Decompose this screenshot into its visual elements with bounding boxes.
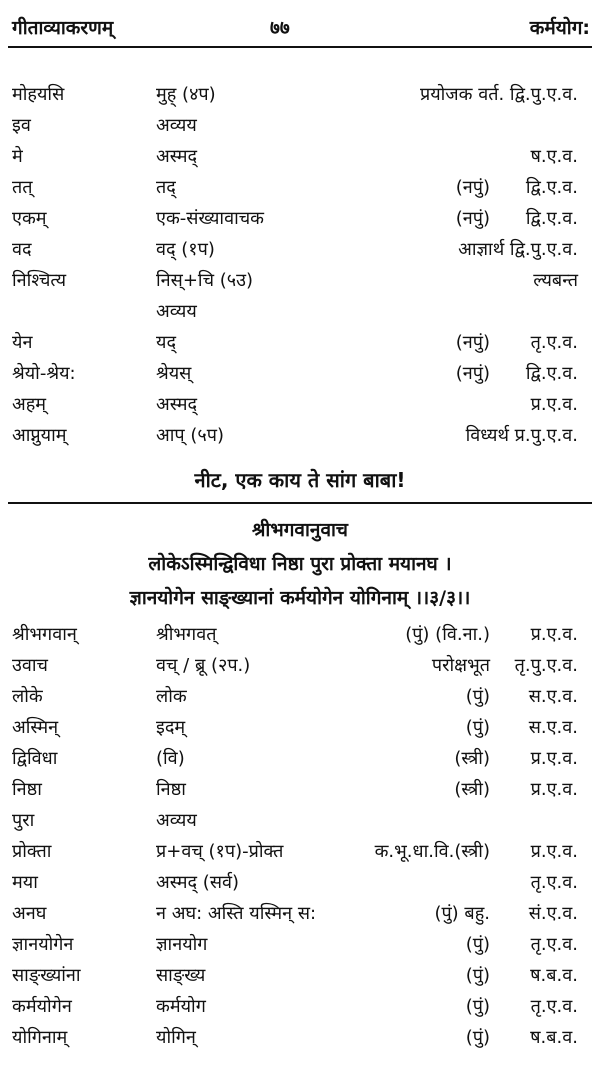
table-row	[0, 680, 600, 711]
page-header	[0, 0, 600, 46]
form-cell: विध्यर्थ प्र.पु.ए.व.	[465, 425, 578, 446]
table-row	[0, 264, 600, 295]
root-cell: निष्ठा	[156, 779, 186, 800]
word-cell: तत्	[12, 177, 33, 198]
form-cell: स.ए.व.	[528, 717, 578, 738]
word-cell: अस्मिन्	[12, 717, 59, 738]
page-number: ७७	[270, 17, 290, 39]
table-row	[0, 835, 600, 866]
table-row	[0, 202, 600, 233]
verse-line-2: ज्ञानयोगेन साङ्ख्यानां कर्मयोगेन योगिनाम् ।।३/३।।	[129, 587, 471, 609]
gender-cell: क.भू.धा.वि.(स्त्री)	[374, 841, 490, 862]
grammar-table-1	[0, 78, 600, 450]
form-cell: द्वि.ए.व.	[525, 208, 578, 229]
root-cell: अव्यय	[156, 301, 197, 322]
table-row	[0, 171, 600, 202]
word-cell: मया	[12, 872, 38, 893]
form-cell: ष.ब.व.	[530, 965, 578, 986]
verse-line-1: लोकेऽस्मिन्द्विविधा निष्ठा पुरा प्रोक्ता मयानघ ।	[148, 553, 452, 575]
root-cell: श्रेयस्	[156, 363, 192, 384]
root-cell: अस्मद्	[156, 146, 198, 167]
word-cell: येन	[12, 332, 33, 353]
table-row	[0, 357, 600, 388]
form-cell: आज्ञार्थ द्वि.पु.ए.व.	[458, 239, 578, 260]
root-cell: श्रीभगवत्	[156, 624, 217, 645]
table-row	[0, 388, 600, 419]
word-cell: लोके	[12, 686, 43, 707]
form-cell: प्रयोजक वर्त. द्वि.पु.ए.व.	[419, 84, 578, 105]
verse-speaker: श्रीभगवानुवाच	[251, 519, 348, 541]
header-chapter-title: कर्मयोग:	[529, 17, 590, 39]
word-cell: साङ्ख्यांना	[12, 965, 81, 986]
root-cell: अव्यय	[156, 115, 197, 136]
root-cell: निस्+चि (५उ)	[156, 270, 253, 291]
root-cell: न अघ: अस्ति यस्मिन् स:	[156, 903, 317, 924]
form-cell: प्र.ए.व.	[530, 394, 578, 415]
table-row	[0, 897, 600, 928]
form-cell: तृ.ए.व.	[530, 872, 578, 893]
word-cell: श्रीभगवान्	[12, 624, 77, 645]
word-cell: योगिनाम्	[12, 1027, 68, 1048]
root-cell: ज्ञानयोग	[156, 934, 208, 955]
table-row	[0, 990, 600, 1021]
word-cell: मोहयसि	[12, 84, 65, 105]
table-row	[0, 140, 600, 171]
table-row	[0, 959, 600, 990]
gender-cell: (पुं)	[465, 686, 490, 707]
root-cell: कर्मयोग	[156, 996, 206, 1017]
form-cell: सं.ए.व.	[528, 903, 578, 924]
grammar-table-2	[0, 618, 600, 1052]
table-row	[0, 326, 600, 357]
gender-cell: (पुं)	[465, 996, 490, 1017]
word-cell: उवाच	[12, 655, 48, 676]
gender-cell: (नपुं)	[455, 208, 490, 229]
root-cell: अस्मद् (सर्व)	[156, 872, 240, 893]
gender-cell: (पुं)	[465, 717, 490, 738]
gender-cell: (स्त्री)	[454, 779, 490, 800]
root-cell: मुह् (४प)	[156, 84, 216, 105]
table-row	[0, 295, 600, 326]
root-cell: वद् (१प)	[156, 239, 215, 260]
word-cell: पुरा	[12, 810, 35, 831]
header-book-title: गीताव्याकरणम्	[12, 17, 114, 39]
gender-cell: (पुं)	[465, 965, 490, 986]
word-cell: श्रेयो-श्रेय:	[12, 363, 76, 384]
form-cell: द्वि.ए.व.	[525, 363, 578, 384]
table-row	[0, 742, 600, 773]
form-cell: ष.ए.व.	[530, 146, 578, 167]
gender-cell: (नपुं)	[455, 363, 490, 384]
form-cell: द्वि.ए.व.	[525, 177, 578, 198]
word-cell: आप्नुयाम्	[12, 425, 67, 446]
root-cell: प्र+वच् (१प)-प्रोक्त	[156, 841, 284, 862]
gender-cell: (नपुं)	[455, 332, 490, 353]
word-cell: निश्चित्य	[12, 270, 67, 291]
root-cell: योगिन्	[156, 1027, 196, 1048]
form-cell: प्र.ए.व.	[530, 748, 578, 769]
form-cell: तृ.ए.व.	[530, 332, 578, 353]
table-row	[0, 233, 600, 264]
root-cell: लोक	[156, 686, 187, 707]
gender-cell: (पुं)	[465, 934, 490, 955]
table-row	[0, 419, 600, 450]
gender-cell: (नपुं)	[455, 177, 490, 198]
caption: नीट, एक काय ते सांग बाबा!	[194, 468, 406, 492]
root-cell: अव्यय	[156, 810, 197, 831]
word-cell: निष्ठा	[12, 779, 42, 800]
form-cell: तृ.ए.व.	[530, 934, 578, 955]
root-cell: अस्मद्	[156, 394, 198, 415]
root-cell: इदम्	[156, 717, 186, 738]
table-row	[0, 804, 600, 835]
word-cell: एकम्	[12, 208, 47, 229]
table-row	[0, 773, 600, 804]
form-cell: ल्यबन्त	[533, 270, 578, 291]
gender-cell: (स्त्री)	[454, 748, 490, 769]
form-cell: ष.ब.व.	[530, 1027, 578, 1048]
table-row	[0, 649, 600, 680]
table-row	[0, 711, 600, 742]
word-cell: वद	[12, 239, 32, 260]
word-cell: अहम्	[12, 394, 47, 415]
table-row	[0, 928, 600, 959]
section-divider	[8, 502, 592, 504]
root-cell: यद्	[156, 332, 176, 353]
word-cell: द्विविधा	[12, 748, 58, 769]
table-row	[0, 78, 600, 109]
table-row	[0, 618, 600, 649]
form-cell: तृ.पु.ए.व.	[514, 655, 578, 676]
gender-cell: (पुं) (वि.ना.)	[405, 624, 490, 645]
header-divider	[8, 46, 592, 48]
root-cell: साङ्ख्य	[156, 965, 206, 986]
root-cell: वच् / ब्रू (२प.)	[156, 655, 251, 676]
form-cell: प्र.ए.व.	[530, 779, 578, 800]
gender-cell: (पुं)	[465, 1027, 490, 1048]
word-cell: मे	[12, 146, 23, 167]
word-cell: ज्ञानयोगेन	[12, 934, 74, 955]
form-cell: प्र.ए.व.	[530, 841, 578, 862]
word-cell: प्रोक्ता	[12, 841, 52, 862]
table-row	[0, 109, 600, 140]
root-cell: आप् (५प)	[156, 425, 224, 446]
root-cell: तद्	[156, 177, 176, 198]
root-cell: एक-संख्यावाचक	[156, 208, 264, 229]
form-cell: स.ए.व.	[528, 686, 578, 707]
form-cell: तृ.ए.व.	[530, 996, 578, 1017]
form-cell: प्र.ए.व.	[530, 624, 578, 645]
root-cell: (वि)	[156, 748, 185, 769]
word-cell: अनघ	[12, 903, 47, 924]
word-cell: कर्मयोगेन	[12, 996, 72, 1017]
table-row	[0, 1021, 600, 1052]
gender-cell: परोक्षभूत	[431, 655, 490, 676]
gender-cell: (पुं) बहु.	[434, 903, 490, 924]
table-row	[0, 866, 600, 897]
word-cell: इव	[12, 115, 31, 136]
